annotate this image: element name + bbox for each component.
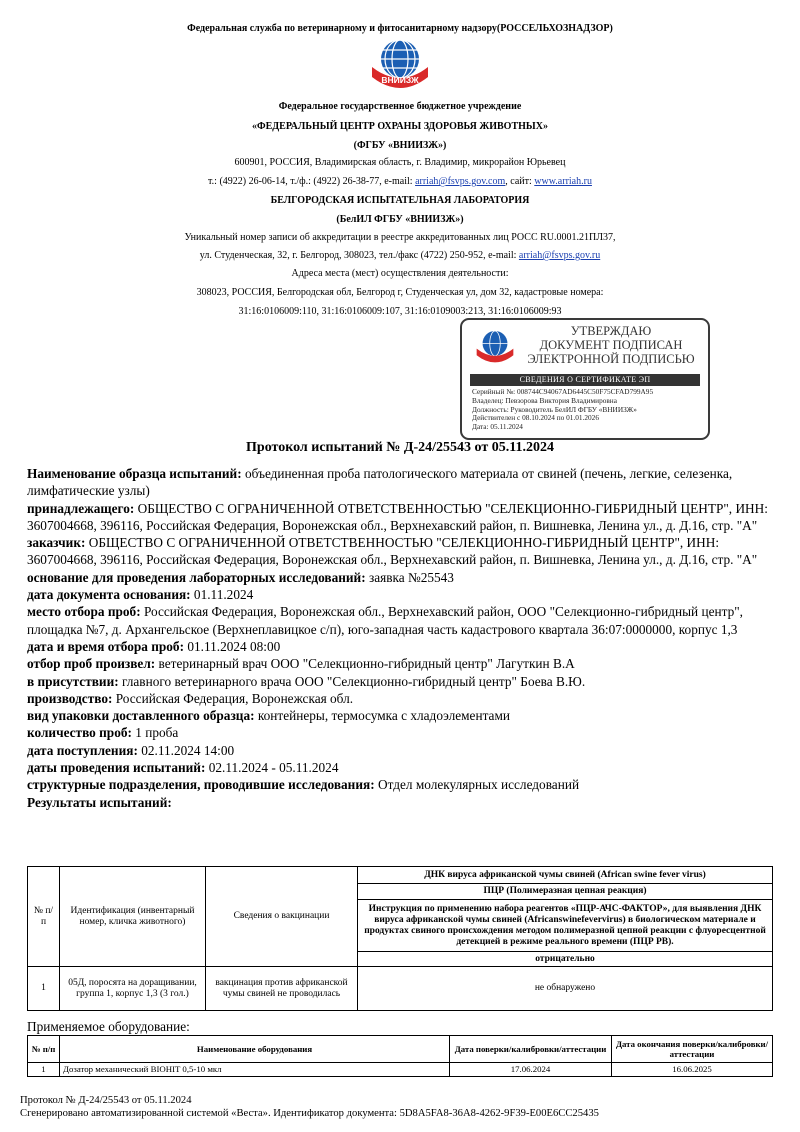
institution-short: (ФГБУ «ВНИИЗЖ») — [353, 140, 447, 151]
stamp-approve: УТВЕРЖДАЮ — [570, 324, 652, 338]
field-row: заказчик: ОБЩЕСТВО С ОГРАНИЧЕННОЙ ОТВЕТСТВЕННОСТЬЮ "СЕЛЕКЦИОННО-ГИБРИДНЫЙ ЦЕНТР", ИНН: 3607004668, 396116, Российская Федерация, Воронежская обл., Верхнехавский район, п. Вишневка, Ленина ул., д. Д.16, стр. "А" — [27, 535, 758, 568]
accreditation: Уникальный номер записи об аккредитации в реестре аккредитованных лиц РОСС RU.0001.21ПЛ37, — [184, 232, 616, 243]
stamp-heading — [518, 324, 704, 366]
field-row: дата и время отбора проб: 01.11.2024 08:00 — [27, 638, 281, 654]
eq-col-date: Дата поверки/калибровки/аттестации — [450, 1036, 612, 1063]
cert-position: Должность: Руководитель БелИЛ ФГБУ «ВНИИЗЖ» — [472, 404, 637, 414]
equipment-table — [27, 1035, 773, 1077]
eq-col-name: Наименование оборудования — [60, 1036, 450, 1063]
agency-name: Федеральная служба по ветеринарному и фитосанитарному надзору(РОССЕЛЬХОЗНАДЗОР) — [187, 23, 613, 34]
field-row: вид упаковки доставленного образца: контейнеры, термосумка с хладоэлементами — [27, 708, 510, 724]
eq-col-num: № п/п — [28, 1036, 60, 1063]
results-table — [27, 866, 773, 1011]
field-row: производство: Российская Федерация, Воронежская обл. — [27, 690, 354, 706]
logo-text: ВНИИЗЖ — [381, 75, 419, 85]
signature-stamp — [460, 318, 710, 440]
col-num-header: № п/п — [28, 867, 60, 967]
vniizh-logo — [368, 37, 432, 95]
cert-valid: Действителен с 08.10.2024 по 01.01.2026 — [472, 413, 599, 423]
footer-generated: Сгенерировано автоматизированной системой «Веста». Идентификатор документа: 5D8A5FA8-36A8-4262-9F39-E00E6CC25435 — [20, 1108, 599, 1119]
field-row: место отбора проб: Российская Федерация, Воронежская обл., Верхнехавский район, ООО "Селекционно-гибридный центр", площадка №7, д. Архангельское (Верхнеплавицкое с/п), юго-западная часть кадастрового квартала 36:07:0000000, корпус 1,3 — [27, 604, 743, 637]
field-row: Наименование образца испытаний: объединенная проба патологического материала от свиней (печень, легкие, селезенка, лимфатические узлы) — [27, 466, 733, 499]
phones: т.: (4922) 26-06-14, т./ф.: (4922) 26-38-77, e-mail: — [208, 176, 413, 187]
field-row: принадлежащего: ОБЩЕСТВО С ОГРАНИЧЕННОЙ ОТВЕТСТВЕННОСТЬЮ "СЕЛЕКЦИОННО-ГИБРИДНЫЙ ЦЕНТР", ИНН: 3607004668, 396116, Российская Федерация, Воронежская обл., Верхнехавский район, п. Вишневка, Ленина ул., д. Д.16, стр. "А" — [27, 500, 768, 533]
field-row: дата документа основания: 01.11.2024 — [27, 587, 254, 603]
table-row: 1 Дозатор механический BIOHIT 0,5-10 мкл 17.06.2024 16.06.2025 — [28, 1063, 773, 1077]
activity-caption: Адреса места (мест) осуществления деятельности: — [291, 268, 509, 279]
stamp-esig: ЭЛЕКТРОННОЙ ПОДПИСЬЮ — [527, 352, 695, 366]
footer-protocol: Протокол № Д-24/25543 от 05.11.2024 — [20, 1095, 192, 1106]
cadastral-numbers: 31:16:0106009:110, 31:16:0106009:107, 31:16:0109003:213, 31:16:0106009:93 — [238, 306, 562, 317]
lab-address: ул. Студенческая, 32, г. Белгород, 308023, тел./факс (4722) 250-952, e-mail: — [199, 250, 517, 261]
site-link[interactable]: www.arriah.ru — [534, 176, 592, 187]
results-heading: Результаты испытаний: — [27, 794, 172, 810]
equipment-caption: Применяемое оборудование: — [27, 1019, 190, 1034]
col-id-header: Идентификация (инвентарный номер, кличка животного) — [60, 867, 206, 967]
target-header: ДНК вируса африканской чумы свиней (African swine fever virus) — [358, 867, 773, 884]
lab-short: (БелИЛ ФГБУ «ВНИИЗЖ») — [336, 214, 464, 225]
cert-date: Дата: 05.11.2024 — [472, 422, 523, 432]
result-value: не обнаружено — [358, 967, 773, 1011]
institution-name: «ФЕДЕРАЛЬНЫЙ ЦЕНТР ОХРАНЫ ЗДОРОВЬЯ ЖИВОТНЫХ» — [252, 121, 548, 132]
lab-name: БЕЛГОРОДСКАЯ ИСПЫТАТЕЛЬНАЯ ЛАБОРАТОРИЯ — [270, 195, 530, 206]
stamp-cert-bar: СВЕДЕНИЯ О СЕРТИФИКАТЕ ЭП — [470, 374, 700, 386]
email-link[interactable]: arriah@fsvps.gov.com — [415, 176, 506, 187]
protocol-fields — [27, 465, 779, 811]
institution-address: 600901, РОССИЯ, Владимирская область, г. Владимир, микрорайон Юрьевец — [234, 157, 566, 168]
field-row: основание для проведения лабораторных исследований: заявка №25543 — [27, 569, 454, 585]
instruction-header: Инструкция по применению набора реагентов «ПЦР-АЧС-ФАКТОР», для выявления ДНК вируса африканской чумы свиней (Africanswinefevervirus) в биологическом материале и продуктах свиного происхождения методом полимеразной цепной реакции с флуоресцентной детекцией в режиме реального времени (ПЦР РВ). — [358, 900, 773, 952]
stamp-logo — [474, 329, 516, 367]
lab-contacts — [0, 250, 800, 262]
institution-contacts — [0, 176, 800, 188]
table-row: 1 05Д, поросята на доращивании, группа 1, корпус 1,3 (3 гол.) вакцинация против африканской чумы свиней не проводилась не обнаружено — [28, 967, 773, 1011]
institution-type: Федеральное государственное бюджетное учреждение — [278, 101, 522, 112]
norm-header: отрицательно — [358, 952, 773, 967]
stamp-signed: ДОКУМЕНТ ПОДПИСАН — [539, 338, 683, 352]
eq-col-end: Дата окончания поверки/калибровки/аттестации — [612, 1036, 773, 1063]
lab-email-link[interactable]: arriah@fsvps.gov.ru — [518, 250, 601, 261]
cert-owner: Владелец: Певзорова Виктория Владимировна — [472, 395, 617, 405]
field-row: дата поступления: 02.11.2024 14:00 — [27, 742, 235, 758]
method-header: ПЦР (Полимеразная цепная реакция) — [358, 884, 773, 900]
site-label: , сайт: — [505, 176, 532, 187]
col-vacc-header: Сведения о вакцинации — [206, 867, 358, 967]
protocol-title: Протокол испытаний № Д-24/25543 от 05.11.2024 — [246, 440, 554, 455]
field-row: структурные подразделения, проводившие исследования: Отдел молекулярных исследований — [27, 777, 580, 793]
cert-serial: Серийный №: 008744C94067AD6445C50F75CFAD799A95 — [472, 388, 654, 396]
field-row: количество проб: 1 проба — [27, 725, 179, 741]
field-row: в присутствии: главного ветеринарного врача ООО "Селекционно-гибридный центр" Боева В.Ю. — [27, 673, 586, 689]
stamp-cert-details — [472, 388, 702, 432]
field-row: даты проведения испытаний: 02.11.2024 - 05.11.2024 — [27, 760, 339, 776]
activity-address: 308023, РОССИЯ, Белгородская обл, Белгород г, Студенческая ул, дом 32, кадастровые номера: — [196, 287, 604, 298]
field-row: отбор проб произвел: ветеринарный врач ООО "Селекционно-гибридный центр" Лагуткин В.А — [27, 656, 575, 672]
